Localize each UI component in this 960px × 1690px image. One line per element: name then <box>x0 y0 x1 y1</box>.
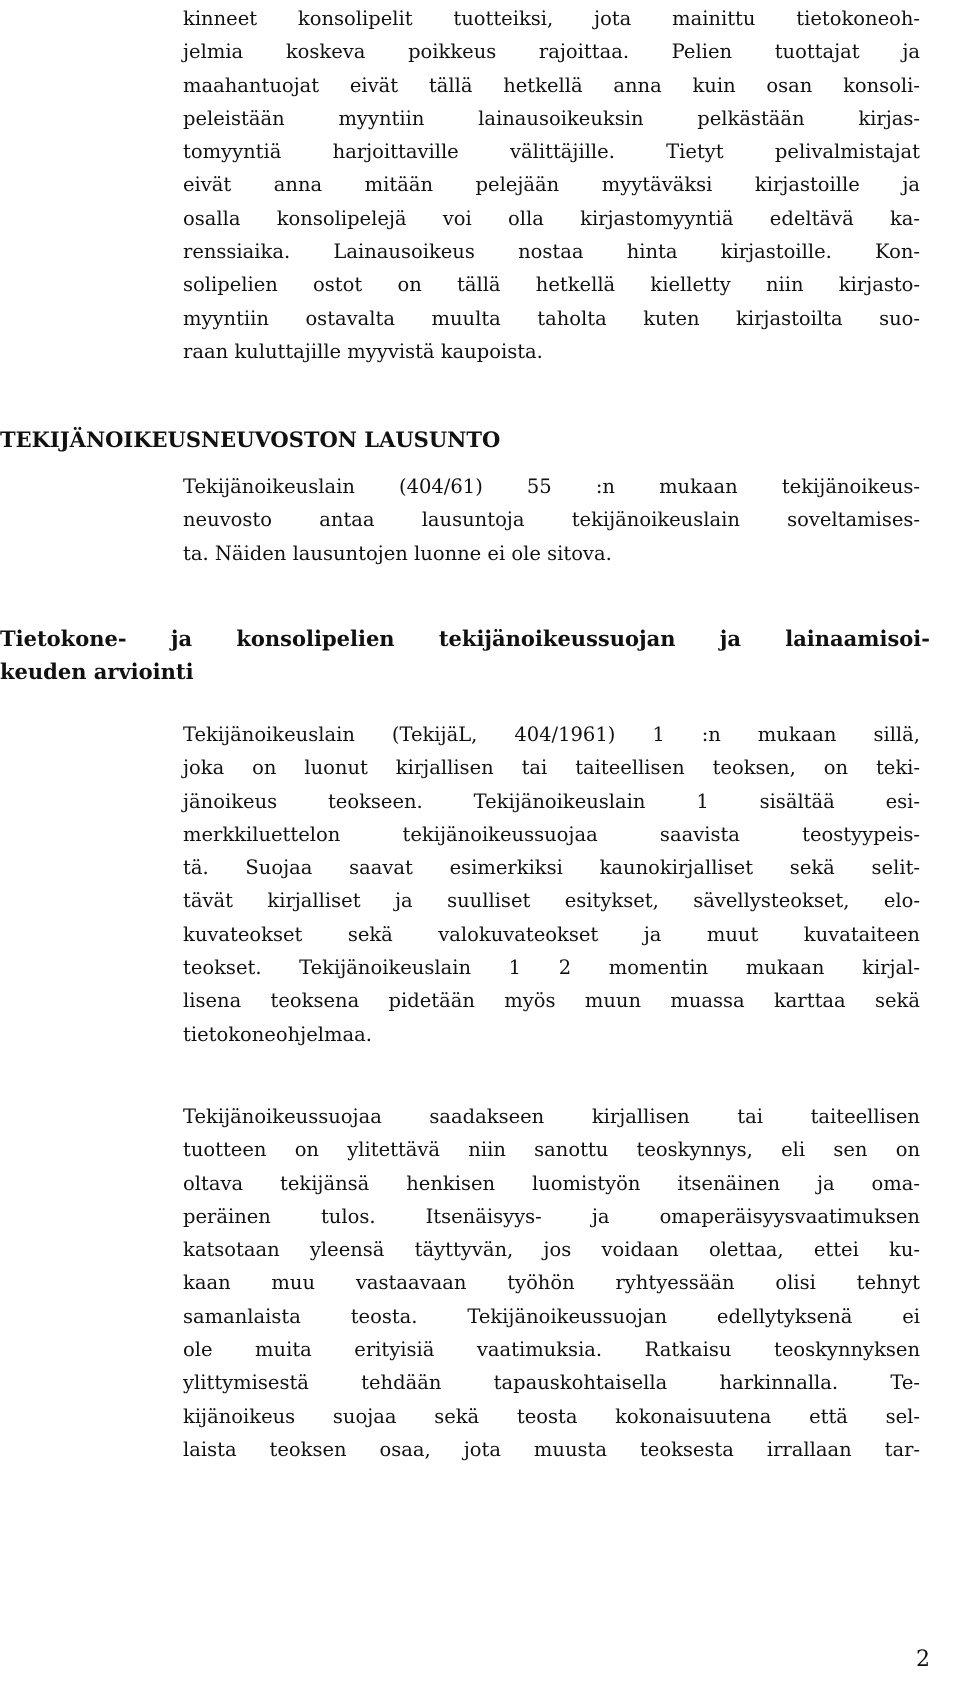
text-line: lisena teoksena pidetään myös muun muassa karttaa sekä <box>183 989 920 1013</box>
text-line: jelmia koskeva poikkeus rajoittaa. Pelien tuottajat ja <box>183 40 920 64</box>
text-line: jänoikeus teokseen. Tekijänoikeuslain 1 sisältää esi- <box>183 789 920 813</box>
heading-line: Tietokone- ja konsolipelien tekijänoikeussuojan ja lainaamisoi- <box>0 626 930 651</box>
text-line: peräinen tulos. Itsenäisyys- ja omaperäisyysvaatimuksen <box>183 1204 920 1228</box>
text-line: Tekijänoikeussuojaa saadakseen kirjallisen tai taiteellisen <box>183 1105 920 1128</box>
paragraph-copyright-law <box>183 718 920 1051</box>
text-line: osalla konsolipelejä voi olla kirjastomyyntiä edeltävä ka- <box>183 206 920 230</box>
heading-line: keuden arviointi <box>0 659 194 684</box>
text-line: tävät kirjalliset ja suulliset esitykset, sävellysteokset, elo- <box>183 889 920 913</box>
text-line: Tekijänoikeuslain (TekijäL, 404/1961) 1 :n mukaan sillä, <box>183 723 920 746</box>
text-line: kuvateokset sekä valokuvateokset ja muut kuvataiteen <box>183 922 920 946</box>
text-line: kaan muu vastaavaan työhön ryhtyessään olisi tehnyt <box>183 1271 920 1295</box>
text-line: neuvosto antaa lausuntoja tekijänoikeuslain soveltamises- <box>183 508 920 532</box>
text-line: ole muita erityisiä vaatimuksia. Ratkaisu teoskynnyksen <box>183 1338 920 1362</box>
section-heading-council-statement <box>0 423 930 456</box>
text-line: tä. Suojaa saavat esimerkiksi kaunokirjalliset sekä selit- <box>183 856 920 880</box>
text-line: peleistään myyntiin lainausoikeuksin pelkästään kirjas- <box>183 106 920 130</box>
paragraph-threshold <box>183 1100 920 1466</box>
text-line: tietokoneohjelmaa. <box>183 1022 372 1046</box>
text-line: ta. Näiden lausuntojen luonne ei ole sitova. <box>183 541 612 565</box>
paragraph-consoles <box>183 2 920 368</box>
text-line: kinneet konsolipelit tuotteiksi, jota mainittu tietokoneoh- <box>183 7 920 30</box>
text-line: kijänoikeus suojaa sekä teosta kokonaisuutena että sel- <box>183 1404 920 1428</box>
heading-line: TEKIJÄNOIKEUSNEUVOSTON LAUSUNTO <box>0 427 501 452</box>
text-line: oltava tekijänsä henkisen luomistyön itsenäinen ja oma- <box>183 1171 920 1195</box>
text-line: ylittymisestä tehdään tapauskohtaisella harkinnalla. Te- <box>183 1371 920 1395</box>
page-number: 2 <box>916 1647 930 1672</box>
text-line: eivät anna mitään pelejään myytäväksi kirjastoille ja <box>183 173 920 197</box>
text-line: laista teoksen osaa, jota muusta teoksesta irrallaan tar- <box>183 1437 920 1461</box>
section-heading-evaluation <box>0 622 930 688</box>
text-line: raan kuluttajille myyvistä kaupoista. <box>183 339 543 363</box>
text-line: maahantuojat eivät tällä hetkellä anna kuin osan konsoli- <box>183 73 920 97</box>
text-line: katsotaan yleensä täyttyvän, jos voidaan olettaa, ettei ku- <box>183 1238 920 1262</box>
paragraph-council <box>183 470 920 570</box>
text-line: tuotteen on ylitettävä niin sanottu teoskynnys, eli sen on <box>183 1138 920 1162</box>
text-line: myyntiin ostavalta muulta taholta kuten kirjastoilta suo- <box>183 306 920 330</box>
text-line: renssiaika. Lainausoikeus nostaa hinta kirjastoille. Kon- <box>183 240 920 264</box>
text-line: joka on luonut kirjallisen tai taiteellisen teoksen, on teki- <box>183 756 920 780</box>
text-line: samanlaista teosta. Tekijänoikeussuojan edellytyksenä ei <box>183 1304 920 1328</box>
text-line: teokset. Tekijänoikeuslain 1 2 momentin mukaan kirjal- <box>183 956 920 980</box>
text-line: tomyyntiä harjoittaville välittäjille. Tietyt pelivalmistajat <box>183 140 920 164</box>
text-line: merkkiluettelon tekijänoikeussuojaa saavista teostyypeis- <box>183 822 920 846</box>
text-line: Tekijänoikeuslain (404/61) 55 :n mukaan tekijänoikeus- <box>183 475 920 498</box>
text-line: solipelien ostot on tällä hetkellä kielletty niin kirjasto- <box>183 273 920 297</box>
